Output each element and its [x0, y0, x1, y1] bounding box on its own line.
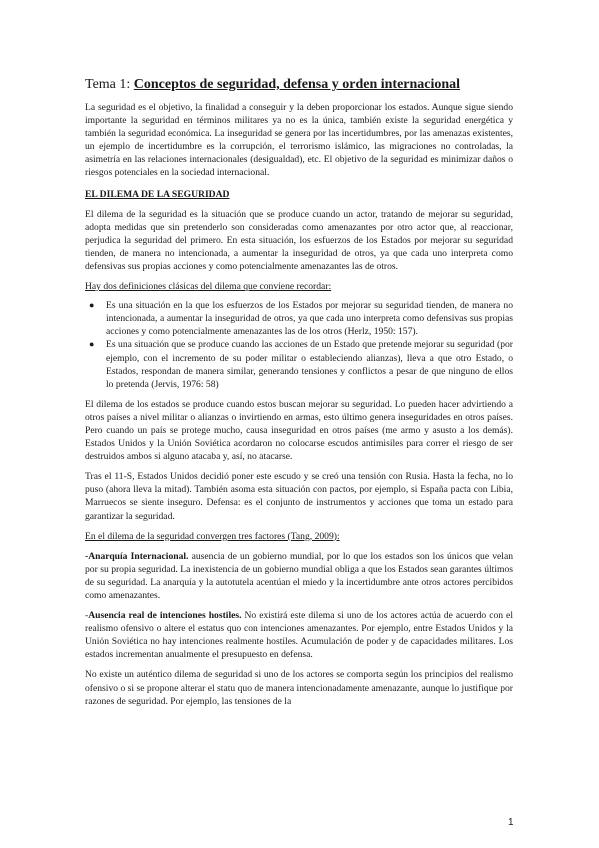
states-dilemma-paragraph: El dilema de los estados se produce cuando estos buscan mejorar su seguridad. Lo pueden hacer advirtiendo a otros países a nivel militar o alianzas o invirtiendo en armas, esto último genera inseguridades en otros países. Pero cuando un país se protege mucho, causa inseguridad en otros países (me armo y asusto a los demás). Estados Unidos y la Unión Soviética acordaron no colocarse escudos antimisiles para correr el riesgo de ser destruidos ambos si alguno atacaba y, así, no atacarse.	[85, 398, 513, 463]
document-page	[85, 76, 513, 708]
offensive-realism-paragraph: No existe un auténtico dilema de seguridad si uno de los actores se comporta según los principios del realismo ofensivo o si se propone alterar el statu quo de manera intencionadamente amenazante, aunque lo justifique por razones de seguridad. Por ejemplo, las tensiones de la	[85, 669, 513, 707]
dilemma-definition-paragraph: El dilema de la seguridad es la situación que se produce cuando un actor, tratando de mejorar su seguridad, adopta medidas que sin pretenderlo son consideradas como amenazantes por otro actor que, al reaccionar, perjudica la seguridad del primero. En esta situación, los esfuerzos de los Estados por mejorar su seguridad tienden, de manera no intencionada, a aumentar la inseguridad de otros, ya que cada uno interpreta como defensivas sus propias acciones y como potencialmente amenazantes las de otros.	[85, 208, 513, 272]
bullet-icon: ●	[89, 300, 95, 311]
page-number: 1	[508, 817, 514, 828]
title-prefix: Tema 1:	[85, 77, 134, 92]
factors-intro: En el dilema de la seguridad convergen tres factores (Tang, 2009):	[85, 530, 340, 542]
factor-anarchy-label: -Anarquía Internacional.	[85, 550, 189, 562]
after-911-paragraph: Tras el 11-S, Estados Unidos decidió poner este escudo y se creó una tensión con Rusia. Hasta la fecha, no lo puso (ahora lleva la mitad). También asoma esta situación con pactos, por ejemplo, si España pacta con Libia, Marruecos se siente inseguro. Defensa: es el conjunto de instrumentos y acciones que toma un estado para garantizar la seguridad.	[85, 471, 513, 522]
list-item-text: Es una situación en la que los esfuerzos de los Estados por mejorar su seguridad tienden, de manera no intencionada, a aumentar la inseguridad de otros, ya que cada uno interpreta como defensivas sus propias acciones y como potencialmente amenazantes las de los otros (Herlz, 1950: 157).	[106, 300, 513, 338]
list-item	[85, 338, 513, 390]
section-heading: EL DILEMA DE LA SEGURIDAD	[85, 188, 230, 200]
factor-hostility-label: Ausencia real de intenciones hostiles.	[88, 610, 242, 622]
document-title	[85, 76, 513, 93]
factor-hostility-paragraph: -Ausencia real de intenciones hostiles. No existirá este dilema si uno de los actores actúa de acuerdo con el realismo ofensivo o altere el estatus quo con intenciones amenazantes. Por ejemplo, entre Estados Unidos y la Unión Soviética no hay intenciones realmente hostiles. Acumulación de poder y de capacidades militares. Los estados incrementan anualmente el presupuesto en defensa.	[85, 610, 513, 661]
list-item-text: Es una situación que se produce cuando las acciones de un Estado que pretende mejorar su seguridad (por ejemplo, con el incremento de su poder militar o estableciendo alianzas), lleva a que otro Estado, o Estados, respondan de manera similar, generando tensiones y conflictos a pesar de que ninguno de ellos lo pretenda (Jervis, 1976: 58)	[106, 339, 513, 390]
bullet-icon: ●	[89, 339, 95, 350]
factor-anarchy-text: ausencia de un gobierno mundial, por lo que los estados son los únicos que velan por su propia seguridad. La inexistencia de un gobierno mundial obliga a que los Estados sean garantes últimos de su seguridad. La anarquía y la autotutela acentúan el miedo y la incertidumbre ante otros actores percibidos como amenazantes.	[85, 550, 513, 601]
definitions-list	[85, 299, 513, 391]
factor-anarchy-paragraph	[85, 550, 513, 602]
intro-paragraph: La seguridad es el objetivo, la finalidad a conseguir y la deben proporcionar los estados. Aunque sigue siendo importante la seguridad en términos militares ya no es la única, también existe la seguridad energética y también la seguridad económica. La inseguridad se genera por las incertidumbres, por las amenazas existentes, un ejemplo de incertidumbre es la corrupción, el terrorismo islámico, las migraciones no controladas, la asimetría en las relaciones internacionales (desigualdad), etc. El objetivo de la seguridad es minimizar daños o riesgos potenciales en la sociedad internacional.	[85, 102, 513, 179]
list-item	[85, 299, 513, 338]
definitions-intro: Hay dos definiciones clásicas del dilema que conviene recordar:	[85, 281, 332, 293]
title-main: Conceptos de seguridad, defensa y orden internacional	[133, 77, 461, 92]
factor-hostility-text: No existirá este dilema si uno de los actores actúa de acuerdo con el realismo ofensivo o altere el estatus quo con intenciones amenazantes. Por ejemplo, entre Estados Unidos y la Unión Soviética no hay intenciones realmente hostiles. Acumulación de poder y de capacidades militares. Los estados incrementan anualmente el presupuesto en defensa.	[85, 610, 513, 661]
